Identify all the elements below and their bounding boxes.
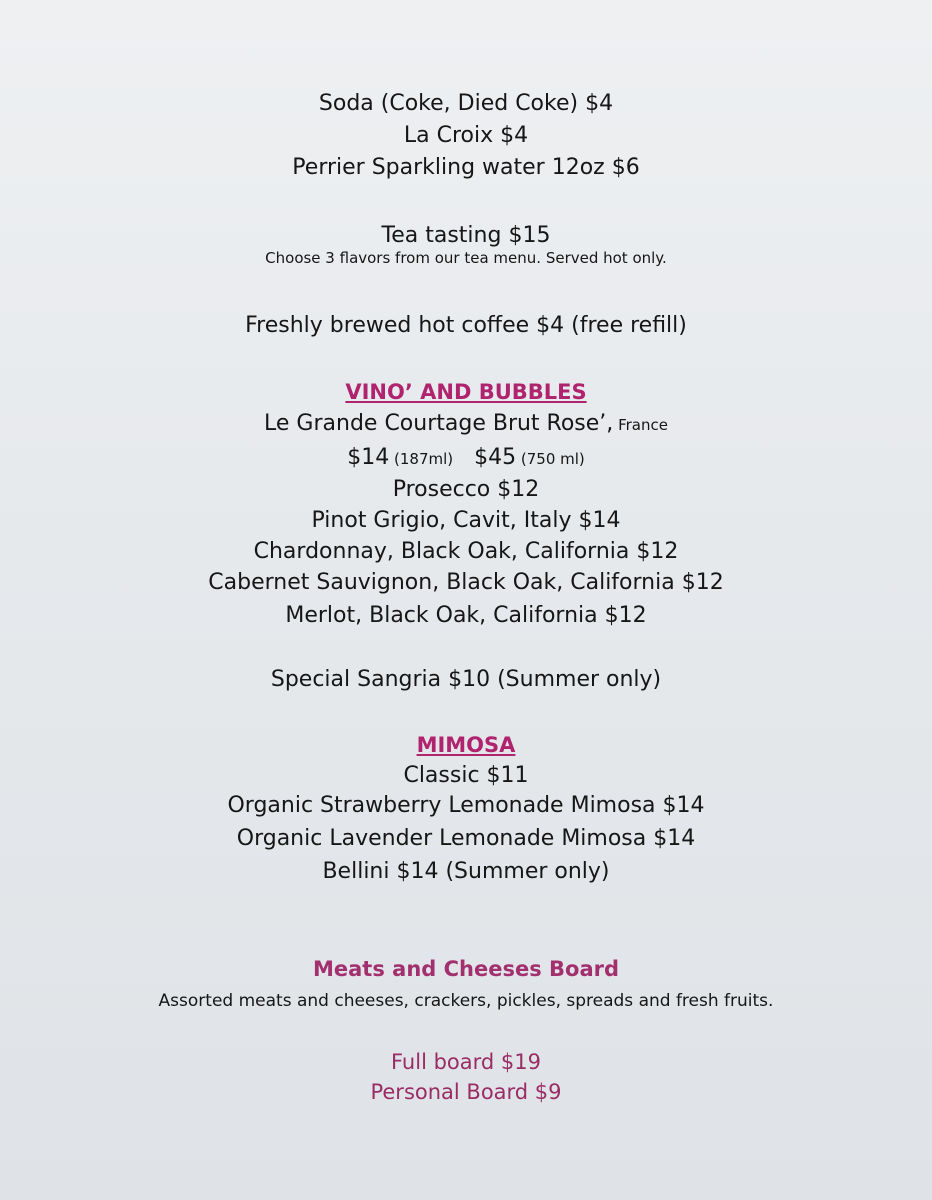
- perrier-item: Perrier Sparkling water 12oz $6: [292, 155, 640, 180]
- tea-tasting-item: Tea tasting $15: [381, 223, 551, 248]
- wine-item: Prosecco $12: [392, 477, 540, 502]
- rose-price-large: $45: [474, 445, 517, 470]
- wine-item: Chardonnay, Black Oak, California $12: [253, 539, 679, 564]
- board-personal-price: Personal Board $9: [370, 1080, 562, 1104]
- rose-size-large: (750 ml): [516, 450, 585, 468]
- board-description: Assorted meats and cheeses, crackers, pickles, spreads and fresh fruits.: [158, 991, 774, 1011]
- mimosa-item: Organic Strawberry Lemonade Mimosa $14: [227, 793, 705, 818]
- wine-heading: VINO’ AND BUBBLES: [345, 380, 587, 404]
- wine-item: Pinot Grigio, Cavit, Italy $14: [311, 508, 621, 533]
- lacroix-item: La Croix $4: [403, 123, 529, 148]
- rose-region: France: [613, 416, 668, 434]
- sangria-item: Special Sangria $10 (Summer only): [270, 667, 662, 692]
- mimosa-item: Organic Lavender Lemonade Mimosa $14: [236, 826, 696, 851]
- soda-item: Soda (Coke, Died Coke) $4: [318, 91, 614, 116]
- coffee-item: Freshly brewed hot coffee $4 (free refill): [245, 313, 687, 338]
- mimosa-item: Classic $11: [403, 763, 529, 788]
- mimosa-item: Bellini $14 (Summer only): [322, 859, 610, 884]
- board-title: Meats and Cheeses Board: [312, 957, 620, 981]
- rose-price-small: $14: [347, 445, 390, 470]
- wine-item: Cabernet Sauvignon, Black Oak, California $12: [208, 570, 724, 595]
- rose-item: [0, 410, 932, 439]
- rose-size-small: (187ml): [389, 450, 454, 468]
- wine-item: Merlot, Black Oak, California $12: [285, 603, 647, 628]
- rose-prices: [0, 444, 932, 473]
- board-full-price: Full board $19: [391, 1050, 541, 1074]
- rose-name: Le Grande Courtage Brut Rose’,: [264, 411, 614, 436]
- tea-tasting-note: Choose 3 flavors from our tea menu. Served hot only.: [265, 249, 667, 267]
- mimosa-heading: MIMOSA: [416, 733, 516, 757]
